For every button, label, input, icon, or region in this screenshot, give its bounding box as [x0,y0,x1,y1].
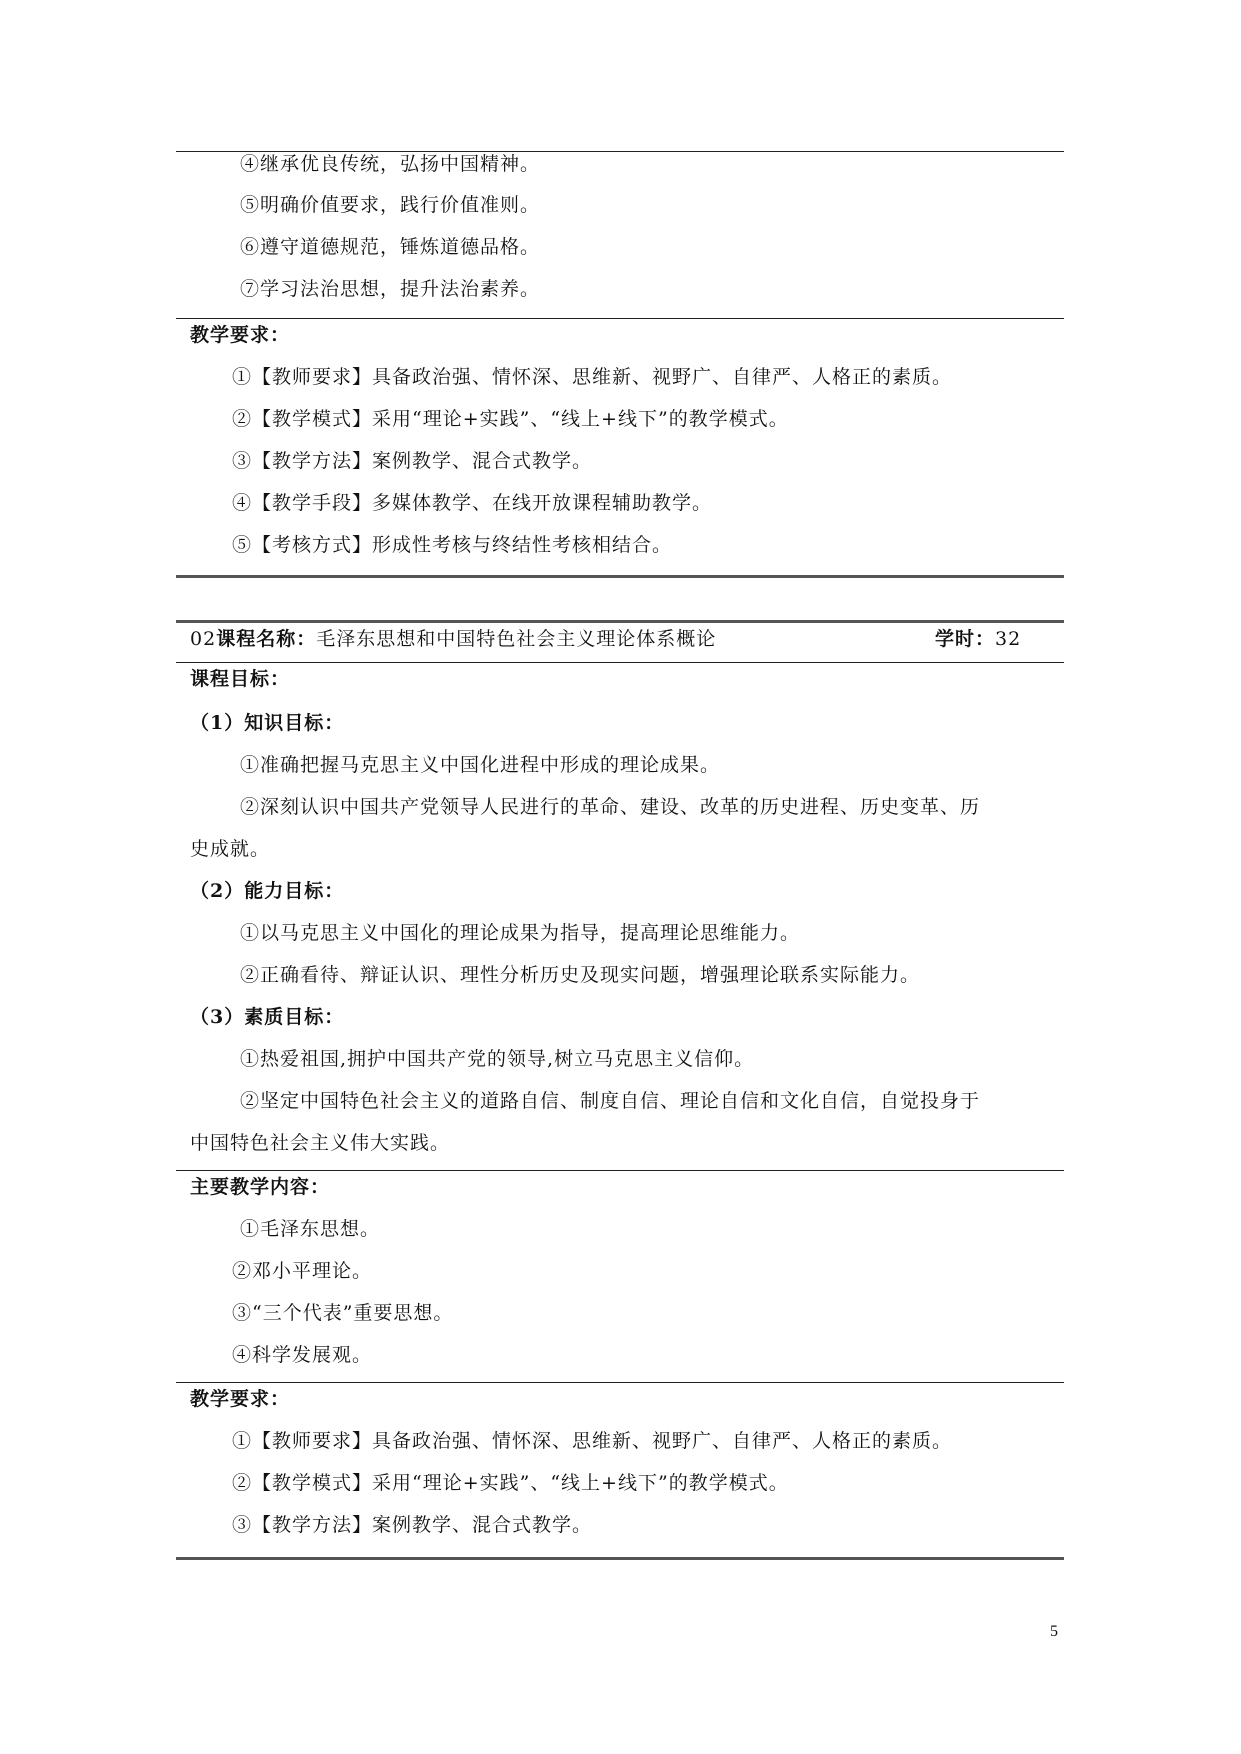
section-start-rule [176,620,1064,623]
requirement-item: ②【教学模式】采用“理论+实践”、“线上+线下”的教学模式。 [232,1472,789,1494]
content-heading: 主要教学内容： [190,1176,331,1198]
goal-item: ⑦学习法治思想，提升法治素养。 [240,278,541,300]
ability-heading: （2）能力目标： [190,880,345,902]
divider [176,662,1064,663]
course-number: 02 [190,628,217,650]
quality-heading: （3）素质目标： [190,1006,345,1028]
content-item: ④科学发展观。 [232,1344,373,1366]
content-item: ③“三个代表”重要思想。 [232,1302,454,1324]
quality-item: ②坚定中国特色社会主义的道路自信、制度自信、理论自信和文化自信，自觉投身于 [240,1090,981,1112]
knowledge-heading: （1）知识目标： [190,712,345,734]
goal-item: ④继承优良传统，弘扬中国精神。 [240,153,541,175]
course-hours [935,627,1021,651]
knowledge-item: ①准确把握马克思主义中国化进程中形成的理论成果。 [240,754,721,776]
course-name-label: 课程名称： [216,628,317,650]
course-title-row [190,627,716,651]
goals-heading: 课程目标： [190,668,291,690]
divider [176,1170,1064,1171]
goal-item: ⑥遵守道德规范，锤炼道德品格。 [240,236,541,258]
knowledge-item-cont: 史成就。 [190,838,271,860]
hours-value: 32 [995,628,1022,650]
content-item: ①毛泽东思想。 [240,1218,381,1240]
requirements-heading: 教学要求： [190,324,291,346]
course-name: 毛泽东思想和中国特色社会主义理论体系概论 [316,628,717,650]
requirements-heading: 教学要求： [190,1388,291,1410]
requirement-item: ③【教学方法】案例教学、混合式教学。 [232,450,593,472]
quality-item-cont: 中国特色社会主义伟大实践。 [190,1132,451,1154]
ability-item: ①以马克思主义中国化的理论成果为指导，提高理论思维能力。 [240,922,801,944]
section-end-rule [176,575,1064,578]
goal-item: ⑤明确价值要求，践行价值准则。 [240,194,541,216]
requirement-item: ①【教师要求】具备政治强、情怀深、思维新、视野广、自律严、人格正的素质。 [232,366,953,388]
requirement-item: ⑤【考核方式】形成性考核与终结性考核相结合。 [232,534,673,556]
knowledge-item: ②深刻认识中国共产党领导人民进行的革命、建设、改革的历史进程、历史变革、历 [240,796,981,818]
section-end-rule [176,1557,1064,1560]
requirement-item: ①【教师要求】具备政治强、情怀深、思维新、视野广、自律严、人格正的素质。 [232,1430,953,1452]
page-number: 5 [1050,1623,1058,1640]
requirement-item: ②【教学模式】采用“理论+实践”、“线上+线下”的教学模式。 [232,408,789,430]
requirement-item: ③【教学方法】案例教学、混合式教学。 [232,1514,593,1536]
ability-item: ②正确看待、辩证认识、理性分析历史及现实问题，增强理论联系实际能力。 [240,964,921,986]
divider [176,318,1064,319]
content-item: ②邓小平理论。 [232,1260,373,1282]
requirement-item: ④【教学手段】多媒体教学、在线开放课程辅助教学。 [232,492,713,514]
divider [176,1382,1064,1383]
hours-label: 学时： [935,628,996,650]
quality-item: ①热爱祖国,拥护中国共产党的领导,树立马克思主义信仰。 [240,1048,755,1070]
